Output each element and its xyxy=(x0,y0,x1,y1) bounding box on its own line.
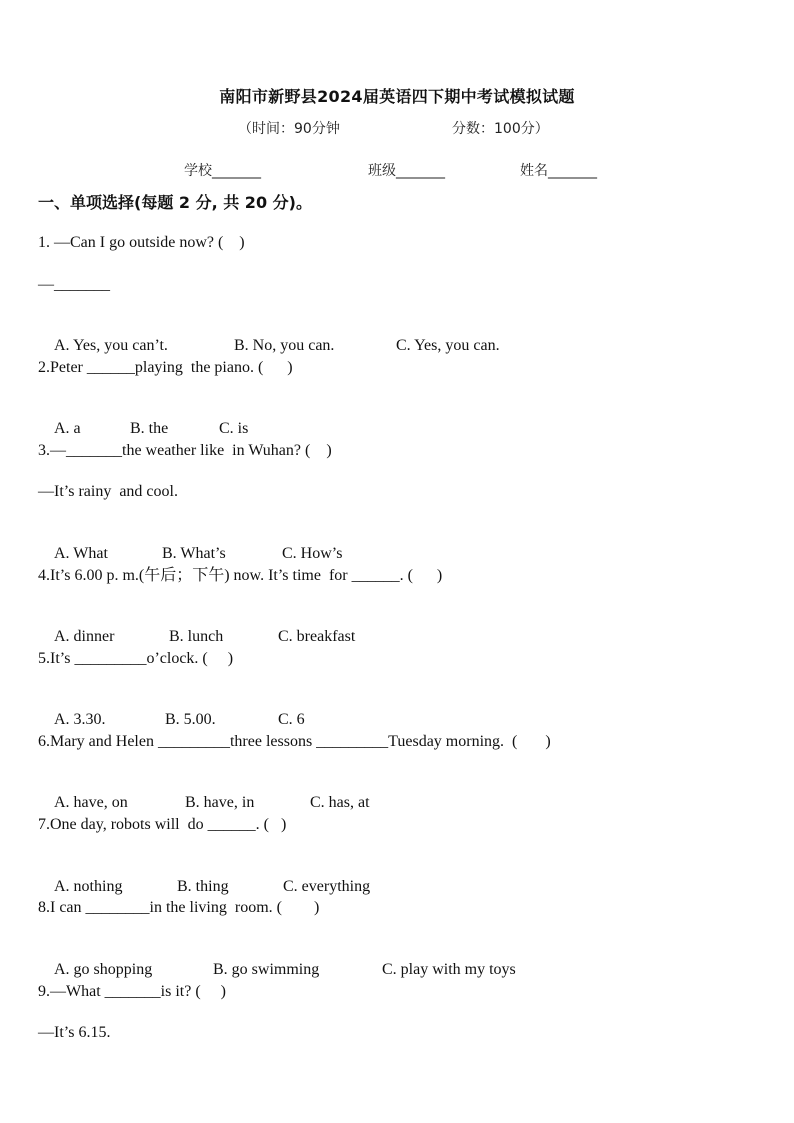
option-b: B. the xyxy=(130,420,169,437)
school-field: 学校_______ xyxy=(184,163,261,179)
question-7-stem: 7.One day, robots will do ______. ( ) xyxy=(38,816,287,833)
question-6-stem: 6.Mary and Helen _________three lessons _________Tuesday morning. ( ) xyxy=(38,733,551,750)
option-b: B. lunch xyxy=(169,628,224,645)
option-b: B. 5.00. xyxy=(165,711,216,728)
option-c: C. breakfast xyxy=(278,628,356,645)
option-b: B. No, you can. xyxy=(234,337,335,354)
option-c: C. How’s xyxy=(282,545,343,562)
question-2-stem: 2.Peter ______playing the piano. ( ) xyxy=(38,359,293,376)
question-3-stem: 3.—_______the weather like in Wuhan? ( ) xyxy=(38,442,332,459)
name-field: 姓名_______ xyxy=(520,163,597,179)
option-c: C. 6 xyxy=(278,711,305,728)
option-a: A. a xyxy=(54,420,81,437)
question-4-stem: 4.It’s 6.00 p. m.(午后；下午) now. It’s time for ______. ( ) xyxy=(38,567,443,584)
option-c: C. play with my toys xyxy=(382,961,516,978)
option-b: B. thing xyxy=(177,878,229,895)
option-a: A. dinner xyxy=(54,628,115,645)
question-9-stem: 9.—What _______is it? ( ) xyxy=(38,983,226,1000)
option-c: C. everything xyxy=(283,878,371,895)
option-a: A. nothing xyxy=(54,878,123,895)
option-c: C. is xyxy=(219,420,249,437)
option-b: B. What’s xyxy=(162,545,226,562)
section-title: 一、单项选择(每题 2 分, 共 20 分)。 xyxy=(38,193,312,212)
option-a: A. What xyxy=(54,545,108,562)
question-8-stem: 8.I can ________in the living room. ( ) xyxy=(38,899,320,916)
question-1-answer-line: —_______ xyxy=(38,276,110,293)
exam-score: 分数：100分） xyxy=(452,121,549,137)
question-9-dialogue: —It’s 6.15. xyxy=(38,1024,111,1041)
question-3-dialogue: —It’s rainy and cool. xyxy=(38,483,178,500)
option-a: A. 3.30. xyxy=(54,711,106,728)
option-c: C. Yes, you can. xyxy=(396,337,500,354)
option-c: C. has, at xyxy=(310,794,370,811)
option-b: B. go swimming xyxy=(213,961,320,978)
question-1-stem: 1. —Can I go outside now? ( ) xyxy=(38,234,245,251)
page-title: 南阳市新野县2024届英语四下期中考试模拟试题 xyxy=(219,87,575,106)
option-a: A. have, on xyxy=(54,794,128,811)
option-b: B. have, in xyxy=(185,794,255,811)
exam-time: （时间：90分钟 xyxy=(238,121,340,137)
option-a: A. go shopping xyxy=(54,961,153,978)
class-field: 班级_______ xyxy=(368,163,445,179)
question-5-stem: 5.It’s _________o’clock. ( ) xyxy=(38,650,234,667)
option-a: A. Yes, you can’t. xyxy=(54,337,168,354)
